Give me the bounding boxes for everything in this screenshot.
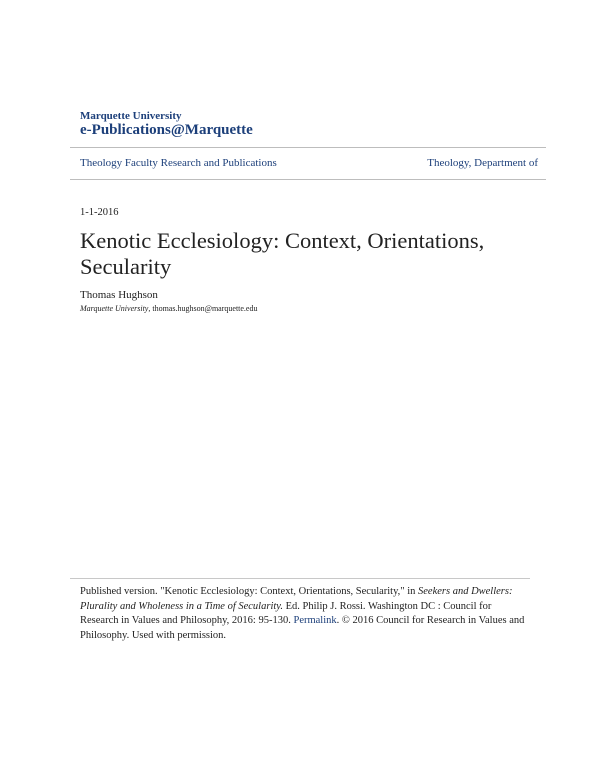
- citation-text-end: . © 2016 Council for Research in Values and Philosophy. Used with permission.: [80, 615, 525, 641]
- affiliation-institution: Marquette University: [80, 304, 149, 313]
- article-title: Kenotic Ecclesiology: Context, Orientations, Secularity: [80, 228, 485, 279]
- header-rule-bottom: [70, 179, 546, 180]
- permalink-link[interactable]: Permalink: [293, 615, 337, 626]
- citation-rule: [70, 578, 530, 579]
- header-rule-top: [70, 147, 546, 148]
- series-link-faculty-research[interactable]: Theology Faculty Research and Publications: [80, 157, 277, 169]
- series-link-department[interactable]: Theology, Department of: [427, 157, 538, 169]
- author-affiliation: [80, 304, 257, 313]
- repository-name[interactable]: e-Publications@Marquette: [80, 122, 253, 138]
- affiliation-email[interactable]: thomas.hughson@marquette.edu: [152, 304, 258, 313]
- affiliation-separator: ,: [148, 304, 153, 313]
- author-name: Thomas Hughson: [80, 289, 158, 301]
- citation-text-middle: Ed. Philip J. Rossi. Washington DC : Council for Research in Values and Philosophy, 2016: 95-130.: [80, 600, 492, 626]
- citation-book-title: Seekers and Dwellers: Plurality and Wholeness in a Time of Secularity.: [80, 586, 513, 612]
- citation-text-start: Published version. "Kenotic Ecclesiology: Context, Orientations, Secularity," in: [80, 586, 418, 597]
- publication-date: 1-1-2016: [80, 207, 119, 218]
- university-name: Marquette University: [80, 110, 182, 122]
- citation-block: [80, 585, 530, 643]
